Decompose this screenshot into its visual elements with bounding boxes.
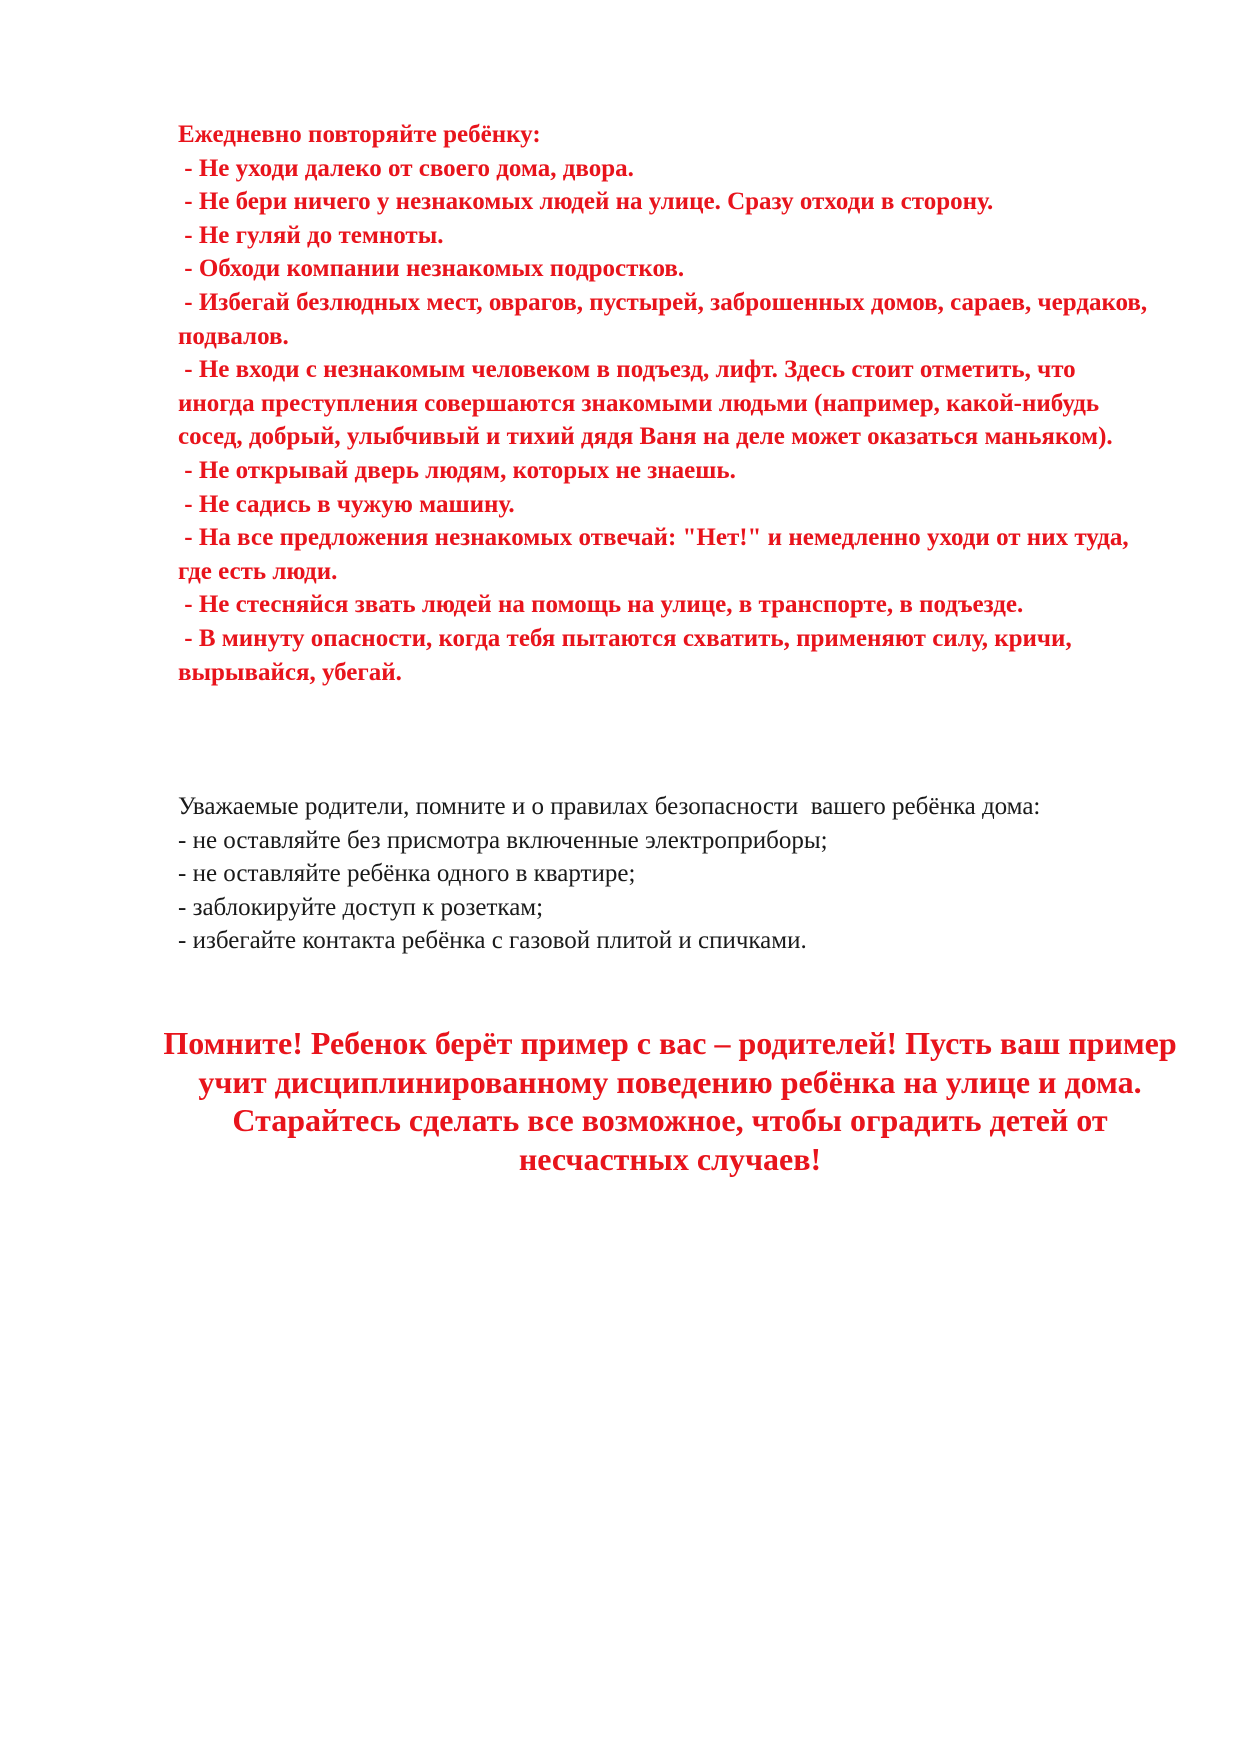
home-safety-item: - не оставляйте ребёнка одного в квартире;	[178, 860, 636, 888]
closing-appeal	[150, 1024, 1190, 1178]
home-safety-section	[178, 790, 1158, 958]
closing-line-protect: Старайтесь сделать все возможное, чтобы оградить детей от несчастных случаев!	[232, 1102, 1108, 1177]
daily-rule-item: - Избегай безлюдных мест, оврагов, пустырей, заброшенных домов, сараев, чердаков, подвалов.	[178, 288, 1154, 350]
daily-rules-section	[178, 118, 1158, 689]
daily-rule-item: - В минуту опасности, когда тебя пытаются схватить, применяют силу, кричи, вырывайся, убегай.	[178, 624, 1078, 686]
home-safety-intro: Уважаемые родители, помните и о правилах безопасности вашего ребёнка дома:	[178, 793, 1041, 820]
home-safety-item: - не оставляйте без присмотра включенные электроприборы;	[178, 826, 828, 854]
closing-line-example: Помните! Ребенок берёт пример с вас – родителей! Пусть ваш пример учит дисциплинированному поведению ребёнка на улице и дома.	[163, 1025, 1177, 1100]
daily-rule-item: - Не открывай дверь людям, которых не знаешь.	[178, 456, 736, 484]
home-safety-item: - избегайте контакта ребёнка с газовой плитой и спичками.	[178, 927, 807, 955]
daily-rule-item: - Не уходи далеко от своего дома, двора.	[178, 154, 634, 182]
daily-rule-item: - Не бери ничего у незнакомых людей на улице. Сразу отходи в сторону.	[178, 188, 994, 216]
daily-rule-item: - Не стесняйся звать людей на помощь на улице, в транспорте, в подъезде.	[178, 591, 1024, 619]
home-safety-item: - заблокируйте доступ к розеткам;	[178, 893, 544, 921]
daily-rule-item: - На все предложения незнакомых отвечай: "Нет!" и немедленно уходи от них туда, где есть люди.	[178, 524, 1135, 585]
daily-rules-heading: Ежедневно повторяйте ребёнку:	[178, 121, 541, 148]
daily-rule-item: - Не гуляй до темноты.	[178, 221, 444, 249]
daily-rule-item: - Не входи с незнакомым человеком в подъезд, лифт. Здесь стоит отметить, что иногда преступления совершаются знакомыми людьми (например, какой-нибудь сосед, добрый, улыбчивый и тихий дядя Ваня на деле может оказаться маньяком).	[178, 356, 1113, 451]
daily-rule-item: - Обходи компании незнакомых подростков.	[178, 255, 685, 283]
daily-rule-item: - Не садись в чужую машину.	[178, 490, 515, 518]
